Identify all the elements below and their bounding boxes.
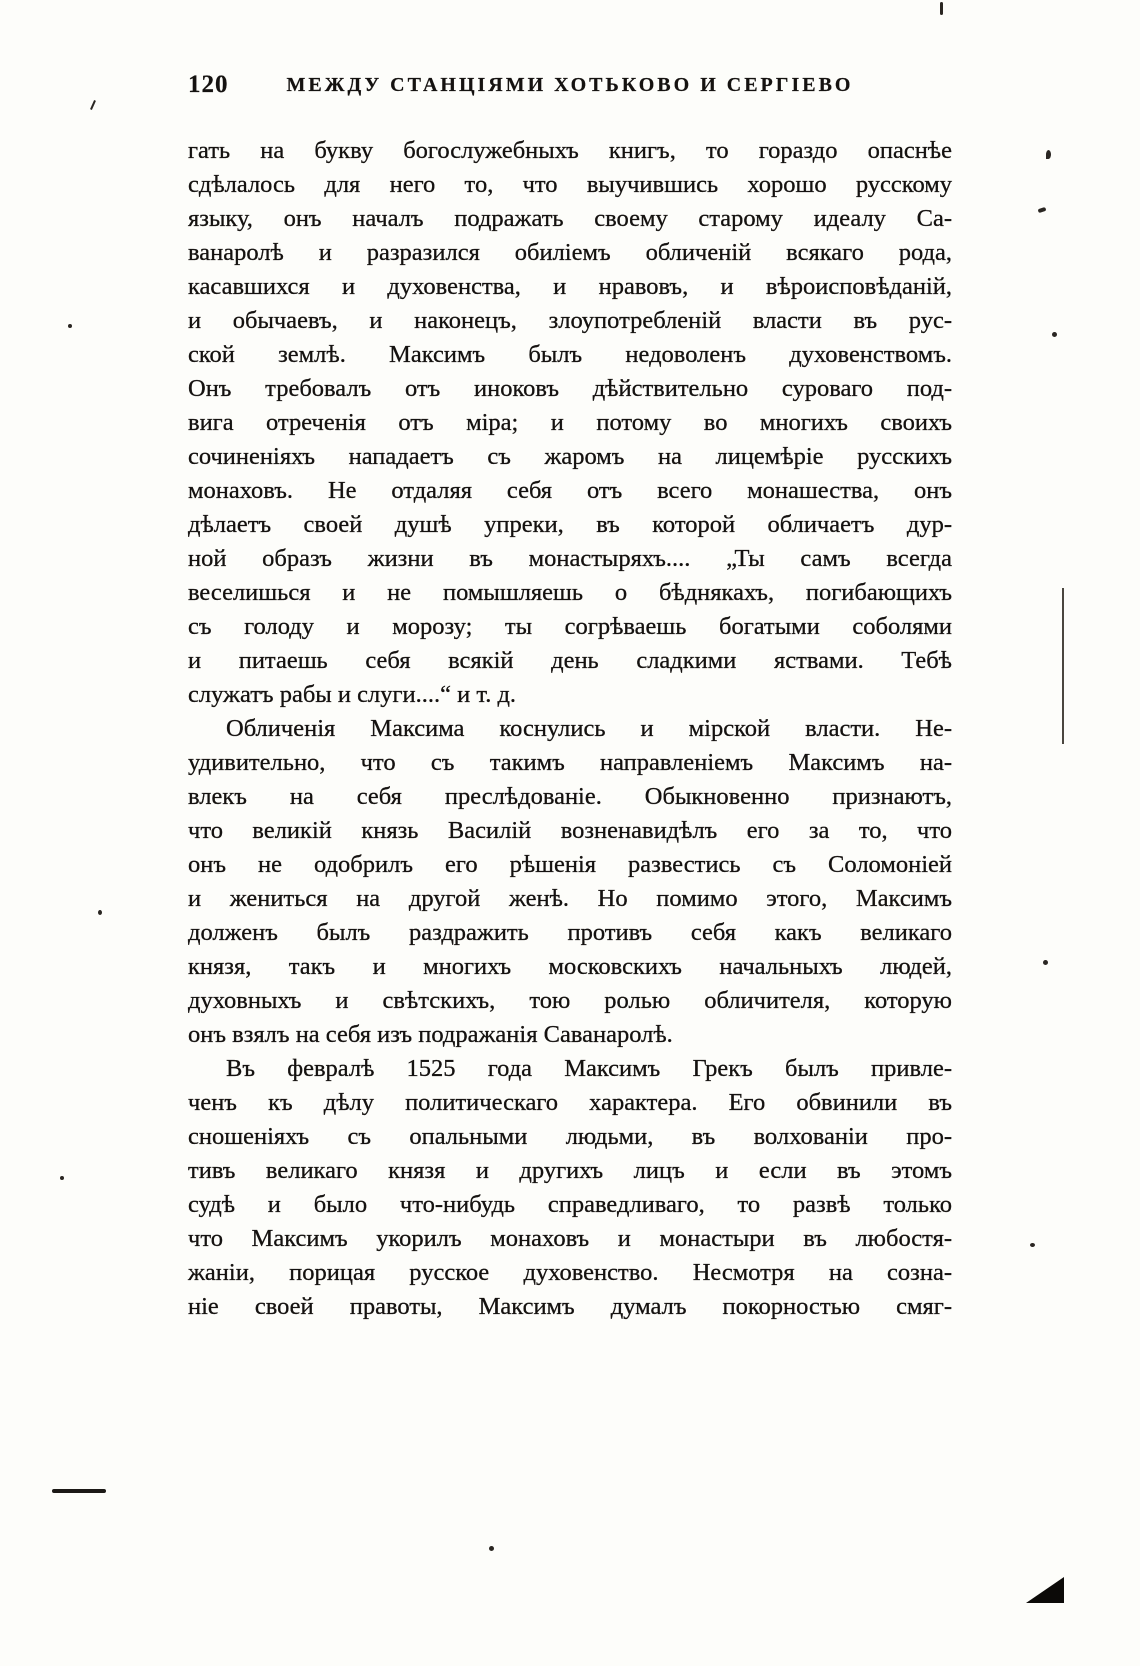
scan-artifact-dot xyxy=(98,910,102,915)
text-line: ванаролѣ и разразился обиліемъ обличеній всякаго рода, xyxy=(188,239,952,266)
text-line: Обличенія Максима коснулись и мірской власти. Не- xyxy=(226,715,952,742)
scan-artifact-dot xyxy=(60,1176,64,1180)
text-line: долженъ былъ раздражить противъ себя какъ великаго xyxy=(188,919,952,946)
text-line: сношеніяхъ съ опальными людьми, въ волхованіи про- xyxy=(188,1123,952,1150)
text-line: Онъ требовалъ отъ иноковъ дѣйствительно суроваго под- xyxy=(188,375,952,402)
text-line: влекъ на себя преслѣдованіе. Обыкновенно признаютъ, xyxy=(188,783,952,810)
text-line: Въ февралѣ 1525 года Максимъ Грекъ былъ привле- xyxy=(226,1055,952,1082)
text-line: и питаешь себя всякій день сладкими яствами. Тебѣ xyxy=(188,647,952,674)
scan-artifact-bottom-line xyxy=(52,1489,106,1493)
text-line: духовныхъ и свѣтскихъ, тою ролью обличителя, которую xyxy=(188,987,952,1014)
text-line: дѣлаетъ своей душѣ упреки, въ которой обличаетъ дур- xyxy=(188,511,952,538)
text-line: веселишься и не помышляешь о бѣднякахъ, погибающихъ xyxy=(188,579,952,606)
text-line: удивительно, что съ такимъ направленіемъ Максимъ на- xyxy=(188,749,952,776)
text-line: что великій князь Василій возненавидѣлъ его за то, что xyxy=(188,817,952,844)
scan-artifact-comma xyxy=(1046,150,1051,159)
page-number: 120 xyxy=(188,71,229,98)
scan-artifact-slash xyxy=(90,100,96,110)
scan-artifact-dot xyxy=(68,324,72,328)
text-line: и обычаевъ, и наконецъ, злоупотребленій власти въ рус- xyxy=(188,307,952,334)
text-line: ніе своей правоты, Максимъ думалъ покорностью смяг- xyxy=(188,1293,952,1320)
scan-artifact-dot xyxy=(1052,332,1057,337)
scan-artifact-tick xyxy=(1038,207,1047,213)
text-line: тивъ великаго князя и другихъ лицъ и если въ этомъ xyxy=(188,1157,952,1184)
text-line: ченъ къ дѣлу политическаго характера. Его обвинили въ xyxy=(188,1089,952,1116)
text-line: онъ не одобрилъ его рѣшенія развестись съ Соломоніей xyxy=(188,851,952,878)
text-line: съ голоду и морозу; ты согрѣваешь богатыми соболями xyxy=(188,613,952,640)
body-text xyxy=(188,134,952,1324)
text-line: что Максимъ укорилъ монаховъ и монастыри въ любостя- xyxy=(188,1225,952,1252)
text-line: языку, онъ началъ подражать своему старому идеалу Са- xyxy=(188,205,952,232)
scan-artifact-vertical-line xyxy=(1062,588,1064,744)
text-line: сдѣлалось для него то, что выучившись хорошо русскому xyxy=(188,171,952,198)
text-line: ной образъ жизни въ монастыряхъ.... „Ты самъ всегда xyxy=(188,545,952,572)
text-line: ской землѣ. Максимъ былъ недоволенъ духовенствомъ. xyxy=(188,341,952,368)
text-line: князя, такъ и многихъ московскихъ начальныхъ людей, xyxy=(188,953,952,980)
text-line: сочиненіяхъ нападаетъ съ жаромъ на лицемѣріе русскихъ xyxy=(188,443,952,470)
scan-artifact-dot xyxy=(1043,960,1048,965)
text-line: служатъ рабы и слуги....“ и т. д. xyxy=(188,681,517,708)
text-line: и жениться на другой женѣ. Но помимо этого, Максимъ xyxy=(188,885,952,912)
scan-artifact-dot xyxy=(489,1546,494,1551)
text-line: гать на букву богослужебныхъ книгъ, то гораздо опаснѣе xyxy=(188,137,952,164)
text-line: жаніи, порицая русское духовенство. Несмотря на созна- xyxy=(188,1259,952,1286)
text-line: вига отреченія отъ міра; и потому во многихъ своихъ xyxy=(188,409,952,436)
scan-artifact-corner-fold xyxy=(1026,1577,1064,1603)
running-title: МЕЖДУ СТАНЦІЯМИ ХОТЬКОВО И СЕРГІЕВО xyxy=(286,74,854,96)
text-line: онъ взялъ на себя изъ подражанія Саванаролѣ. xyxy=(188,1021,673,1048)
running-header xyxy=(188,70,952,102)
text-line: касавшихся и духовенства, и нравовъ, и вѣроисповѣданій, xyxy=(188,273,952,300)
scan-artifact-top-right-tick xyxy=(940,2,943,15)
text-line: монаховъ. Не отдаляя себя отъ всего монашества, онъ xyxy=(188,477,952,504)
text-line: судѣ и было что-нибудь справедливаго, то развѣ только xyxy=(188,1191,952,1218)
scan-artifact-dot xyxy=(1030,1243,1035,1247)
